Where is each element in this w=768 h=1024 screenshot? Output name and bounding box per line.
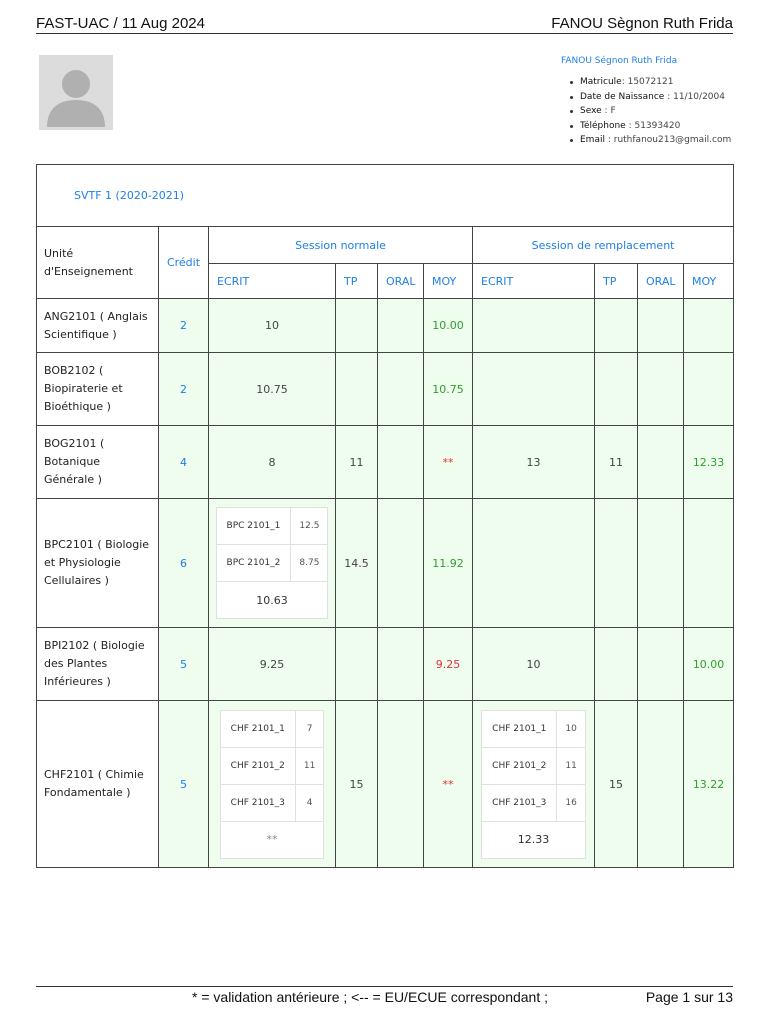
moy-normal: 11.92 bbox=[424, 499, 473, 628]
col-oral-normal: ORAL bbox=[378, 264, 424, 299]
ue-name: CHF2101 ( Chimie Fondamentale ) bbox=[37, 701, 159, 868]
oral-normal bbox=[378, 499, 424, 628]
ecue-note: 11 bbox=[557, 747, 585, 784]
ecue-total: 10.63 bbox=[216, 582, 328, 619]
ue-name: BPI2102 ( Biologie des Plantes Inférieures ) bbox=[37, 628, 159, 701]
ecue-row bbox=[482, 747, 586, 784]
ecrit-replacement bbox=[473, 299, 595, 353]
oral-replacement bbox=[638, 426, 684, 499]
ecue-total-row bbox=[216, 582, 328, 619]
ecue-table bbox=[220, 710, 325, 859]
moy-replacement bbox=[684, 353, 734, 426]
oral-replacement bbox=[638, 701, 684, 868]
ecue-note: 10 bbox=[557, 710, 585, 747]
table-row bbox=[37, 628, 734, 701]
student-name: FANOU Ségnon Ruth Frida bbox=[561, 56, 678, 66]
ecue-code: CHF 2101_1 bbox=[482, 710, 557, 747]
oral-replacement bbox=[638, 628, 684, 701]
ecrit-normal: 8 bbox=[209, 426, 336, 499]
moy-normal: ** bbox=[424, 701, 473, 868]
credit-value: 2 bbox=[159, 299, 209, 353]
ecrit-normal: 9.25 bbox=[209, 628, 336, 701]
oral-normal bbox=[378, 299, 424, 353]
oral-replacement bbox=[638, 499, 684, 628]
ecue-note: 4 bbox=[295, 784, 323, 821]
detail-birthdate: Date de Naissance : 11/10/2004 bbox=[580, 90, 731, 105]
moy-normal: ** bbox=[424, 426, 473, 499]
ecrit-replacement: 13 bbox=[473, 426, 595, 499]
tp-replacement: 15 bbox=[595, 701, 638, 868]
moy-replacement: 13.22 bbox=[684, 701, 734, 868]
tp-replacement bbox=[595, 299, 638, 353]
credit-value: 5 bbox=[159, 701, 209, 868]
ecrit-replacement bbox=[473, 353, 595, 426]
ecue-code: CHF 2101_2 bbox=[482, 747, 557, 784]
ecue-row bbox=[220, 710, 324, 747]
col-tp-normal: TP bbox=[336, 264, 378, 299]
tp-replacement bbox=[595, 353, 638, 426]
moy-normal: 9.25 bbox=[424, 628, 473, 701]
ecue-total: 12.33 bbox=[482, 821, 586, 858]
tp-normal bbox=[336, 299, 378, 353]
ecue-total-row bbox=[482, 821, 586, 858]
ecue-table bbox=[481, 710, 586, 859]
oral-replacement bbox=[638, 299, 684, 353]
ecue-code: BPC 2101_1 bbox=[216, 508, 291, 545]
col-ecrit-normal: ECRIT bbox=[209, 264, 336, 299]
moy-replacement: 10.00 bbox=[684, 628, 734, 701]
col-moy-normal: MOY bbox=[424, 264, 473, 299]
page-footer bbox=[36, 986, 733, 1010]
program-title: SVTF 1 (2020-2021) bbox=[37, 165, 734, 227]
ecue-row bbox=[216, 545, 328, 582]
tp-normal: 15 bbox=[336, 701, 378, 868]
ecue-total: ** bbox=[220, 821, 324, 858]
footer-legend: * = validation antérieure ; <-- = EU/ECUE correspondant ; bbox=[192, 989, 549, 1005]
header-left: FAST-UAC / 11 Aug 2024 bbox=[36, 15, 205, 32]
ecrit-normal: 10.75 bbox=[209, 353, 336, 426]
ecrit-replacement bbox=[473, 701, 595, 868]
ue-name: BPC2101 ( Biologie et Physiologie Cellulaires ) bbox=[37, 499, 159, 628]
oral-normal bbox=[378, 426, 424, 499]
ecue-note: 7 bbox=[295, 710, 323, 747]
ecue-code: CHF 2101_2 bbox=[220, 747, 295, 784]
person-icon bbox=[39, 55, 113, 130]
ecue-row bbox=[482, 784, 586, 821]
ecue-row bbox=[216, 508, 328, 545]
ecue-code: BPC 2101_2 bbox=[216, 545, 291, 582]
ecue-code: CHF 2101_3 bbox=[482, 784, 557, 821]
oral-normal bbox=[378, 628, 424, 701]
tp-replacement bbox=[595, 499, 638, 628]
ue-name: BOG2101 ( Botanique Générale ) bbox=[37, 426, 159, 499]
table-row bbox=[37, 353, 734, 426]
table-row bbox=[37, 701, 734, 868]
detail-email: Email : ruthfanou213@gmail.com bbox=[580, 133, 731, 148]
ecue-note: 11 bbox=[295, 747, 323, 784]
avatar bbox=[39, 55, 113, 130]
ecue-total-row bbox=[220, 821, 324, 858]
ecue-row bbox=[482, 710, 586, 747]
table-row bbox=[37, 499, 734, 628]
ecrit-replacement: 10 bbox=[473, 628, 595, 701]
col-tp-replacement: TP bbox=[595, 264, 638, 299]
credit-value: 6 bbox=[159, 499, 209, 628]
moy-replacement: 12.33 bbox=[684, 426, 734, 499]
ecue-row bbox=[220, 784, 324, 821]
oral-replacement bbox=[638, 353, 684, 426]
table-row bbox=[37, 299, 734, 353]
detail-sex: Sexe : F bbox=[580, 104, 731, 119]
ecue-code: CHF 2101_1 bbox=[220, 710, 295, 747]
tp-normal bbox=[336, 353, 378, 426]
tp-replacement: 11 bbox=[595, 426, 638, 499]
ecue-note: 12.5 bbox=[291, 508, 328, 545]
tp-normal: 11 bbox=[336, 426, 378, 499]
moy-replacement bbox=[684, 499, 734, 628]
moy-normal: 10.00 bbox=[424, 299, 473, 353]
table-row bbox=[37, 426, 734, 499]
oral-normal bbox=[378, 353, 424, 426]
ecrit-replacement bbox=[473, 499, 595, 628]
moy-replacement bbox=[684, 299, 734, 353]
ecue-code: CHF 2101_3 bbox=[220, 784, 295, 821]
student-info bbox=[561, 56, 731, 148]
col-ecrit-replacement: ECRIT bbox=[473, 264, 595, 299]
credit-value: 2 bbox=[159, 353, 209, 426]
col-moy-replacement: MOY bbox=[684, 264, 734, 299]
ecrit-normal bbox=[209, 701, 336, 868]
header-right: FANOU Sègnon Ruth Frida bbox=[551, 15, 733, 32]
ecrit-normal bbox=[209, 499, 336, 628]
page-number: Page 1 sur 13 bbox=[645, 989, 733, 1005]
session-replacement-header: Session de remplacement bbox=[473, 227, 734, 264]
moy-normal: 10.75 bbox=[424, 353, 473, 426]
ecrit-normal: 10 bbox=[209, 299, 336, 353]
credit-value: 4 bbox=[159, 426, 209, 499]
detail-phone: Téléphone : 51393420 bbox=[580, 119, 731, 134]
ue-name: BOB2102 ( Biopiraterie et Bioéthique ) bbox=[37, 353, 159, 426]
oral-normal bbox=[378, 701, 424, 868]
unit-header: Unité d'Enseignement bbox=[37, 227, 159, 299]
page-header bbox=[36, 15, 733, 34]
credit-value: 5 bbox=[159, 628, 209, 701]
tp-replacement bbox=[595, 628, 638, 701]
ecue-table bbox=[216, 507, 329, 619]
col-oral-replacement: ORAL bbox=[638, 264, 684, 299]
grades-table bbox=[36, 164, 734, 868]
credit-header: Crédit bbox=[159, 227, 209, 299]
tp-normal bbox=[336, 628, 378, 701]
detail-matricule: Matricule: 15072121 bbox=[580, 75, 731, 90]
ue-name: ANG2101 ( Anglais Scientifique ) bbox=[37, 299, 159, 353]
tp-normal: 14.5 bbox=[336, 499, 378, 628]
ecue-note: 16 bbox=[557, 784, 585, 821]
ecue-row bbox=[220, 747, 324, 784]
session-normal-header: Session normale bbox=[209, 227, 473, 264]
ecue-note: 8.75 bbox=[291, 545, 328, 582]
